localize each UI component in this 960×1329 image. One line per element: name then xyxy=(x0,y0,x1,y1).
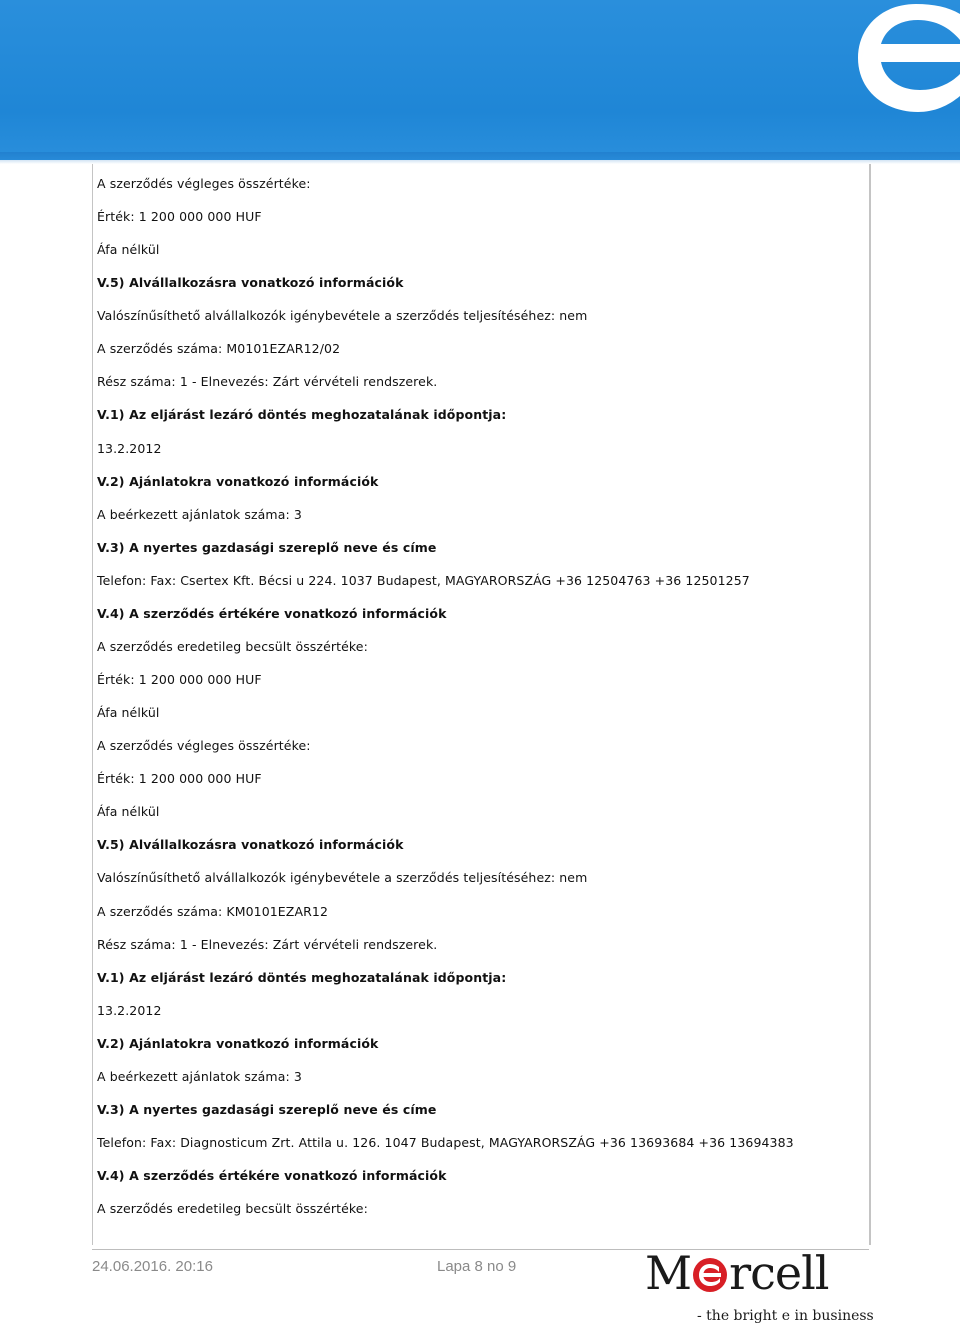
text-line: Telefon: Fax: Csertex Kft. Bécsi u 224. 1037 Budapest, MAGYARORSZÁG +36 12504763 +36 12501257 xyxy=(97,573,750,588)
text-line: A szerződés eredetileg becsült összértéke: xyxy=(97,1201,368,1216)
banner-shadow xyxy=(0,152,960,164)
section-heading: V.3) A nyertes gazdasági szereplő neve és címe xyxy=(97,540,437,555)
text-line: A szerződés száma: KM0101EZAR12 xyxy=(97,904,328,919)
text-line: Áfa nélkül xyxy=(97,705,160,720)
footer-page-number: Lapa 8 no 9 xyxy=(437,1258,517,1275)
section-heading: V.1) Az eljárást lezáró döntés meghozatalának időpontja: xyxy=(97,970,507,985)
brand-tagline: - the bright e in business xyxy=(697,1308,874,1324)
section-heading: V.1) Az eljárást lezáró döntés meghozatalának időpontja: xyxy=(97,407,507,422)
brand-suffix: rcell xyxy=(729,1246,829,1300)
text-line: A szerződés eredetileg becsült összértéke: xyxy=(97,639,368,654)
section-heading: V.5) Alvállalkozásra vonatkozó információk xyxy=(97,837,404,852)
text-line: 13.2.2012 xyxy=(97,1003,162,1018)
brand-name xyxy=(645,1246,829,1300)
text-line: Telefon: Fax: Diagnosticum Zrt. Attila u. 126. 1047 Budapest, MAGYARORSZÁG +36 13693684 +36 13694383 xyxy=(97,1135,794,1150)
section-heading: V.4) A szerződés értékére vonatkozó információk xyxy=(97,606,447,621)
text-line: 13.2.2012 xyxy=(97,441,162,456)
section-heading: V.4) A szerződés értékére vonatkozó információk xyxy=(97,1168,447,1183)
top-banner xyxy=(0,0,960,160)
section-heading: V.3) A nyertes gazdasági szereplő neve és címe xyxy=(97,1102,437,1117)
text-line: Érték: 1 200 000 000 HUF xyxy=(97,771,262,786)
text-line: Érték: 1 200 000 000 HUF xyxy=(97,672,262,687)
text-line: A beérkezett ajánlatok száma: 3 xyxy=(97,1069,302,1084)
brand-prefix: M xyxy=(645,1246,692,1300)
text-line: A beérkezett ajánlatok száma: 3 xyxy=(97,507,302,522)
text-line: Áfa nélkül xyxy=(97,804,160,819)
section-heading: V.5) Alvállalkozásra vonatkozó információk xyxy=(97,275,404,290)
text-line: Valószínűsíthető alvállalkozók igénybevétele a szerződés teljesítéséhez: nem xyxy=(97,870,588,885)
brand-e-icon xyxy=(691,1257,729,1293)
text-line: Áfa nélkül xyxy=(97,242,160,257)
section-heading: V.2) Ajánlatokra vonatkozó információk xyxy=(97,474,379,489)
text-line: A szerződés végleges összértéke: xyxy=(97,738,311,753)
section-heading: V.2) Ajánlatokra vonatkozó információk xyxy=(97,1036,379,1051)
footer-date: 24.06.2016. 20:16 xyxy=(92,1258,213,1275)
brand-e-logo-icon xyxy=(826,0,960,116)
text-line: Érték: 1 200 000 000 HUF xyxy=(97,209,262,224)
text-line: A szerződés száma: M0101EZAR12/02 xyxy=(97,341,341,356)
text-line: Valószínűsíthető alvállalkozók igénybevétele a szerződés teljesítéséhez: nem xyxy=(97,308,588,323)
text-line: A szerződés végleges összértéke: xyxy=(97,176,311,191)
marcell-logo xyxy=(645,1246,874,1326)
text-line: Rész száma: 1 - Elnevezés: Zárt vérvételi rendszerek. xyxy=(97,937,438,952)
text-line: Rész száma: 1 - Elnevezés: Zárt vérvételi rendszerek. xyxy=(97,374,438,389)
